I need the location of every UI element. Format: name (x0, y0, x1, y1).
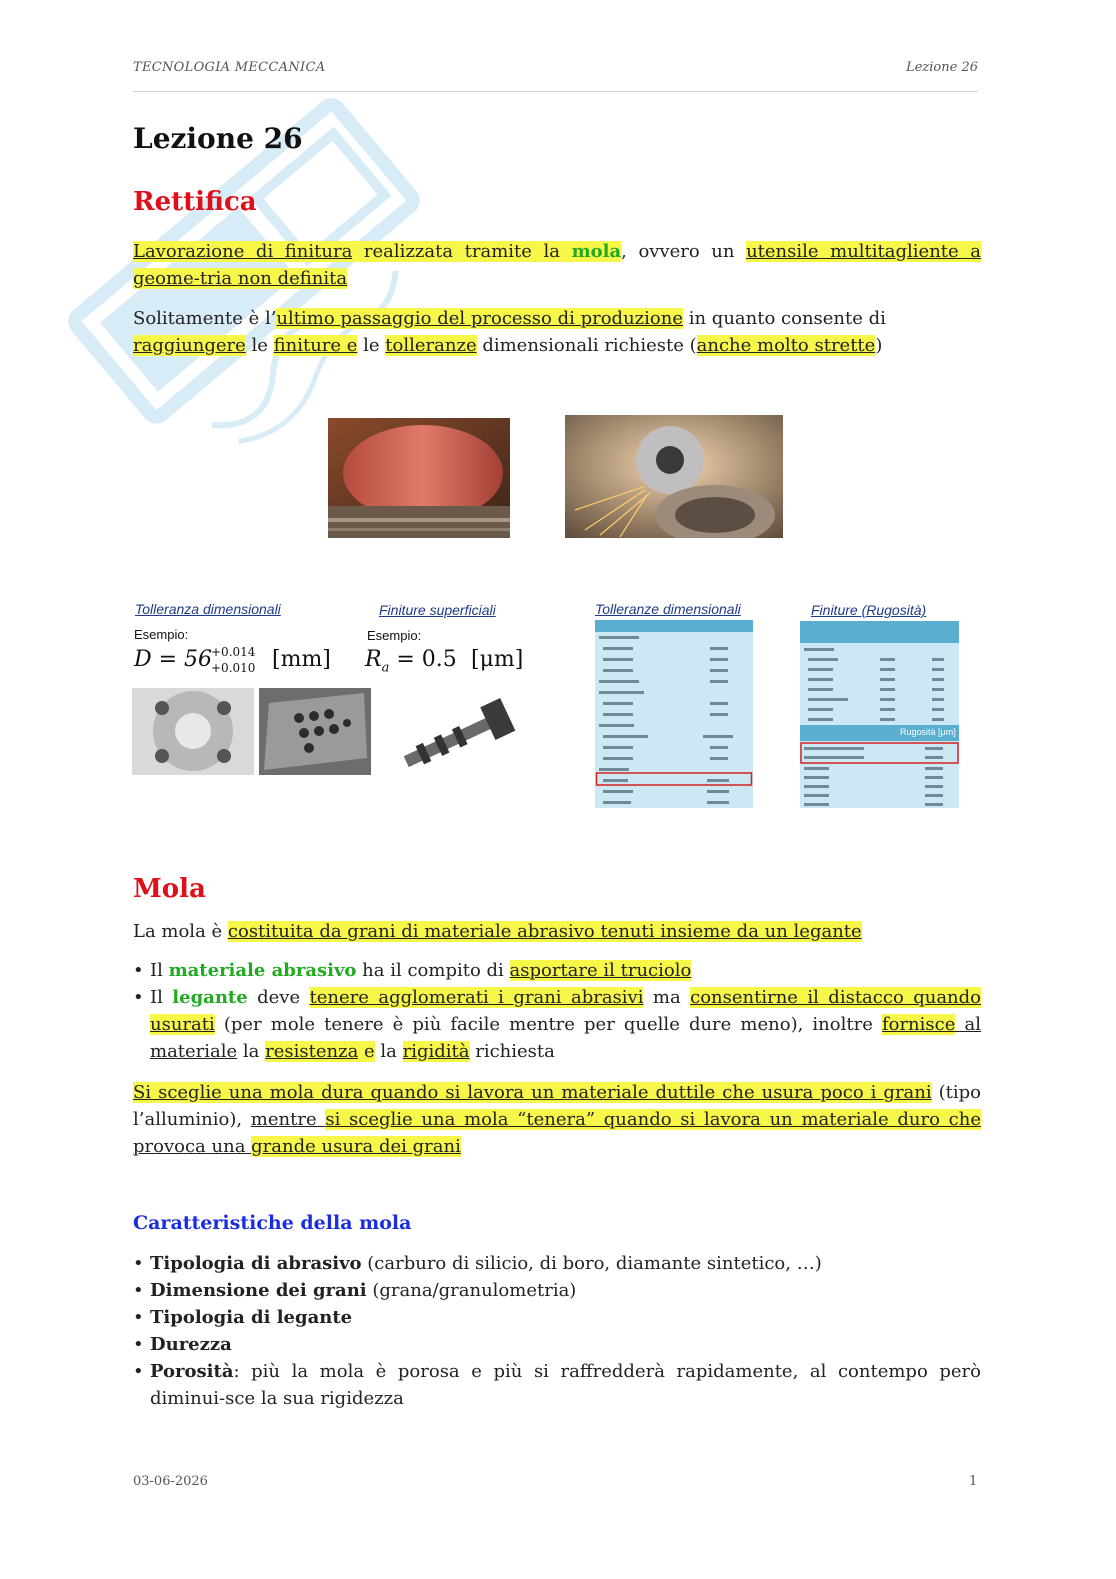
mola-bullet-list (133, 957, 981, 1065)
text-highlight: utensile multitagliente a geome-tria non definita (133, 241, 981, 289)
formula-tolerance-unit: [mm] (272, 647, 331, 672)
formula-upper-limit: +0.014 (211, 645, 256, 659)
text-run: ma (643, 987, 691, 1008)
paragraph-mola-choice (133, 1079, 981, 1160)
text-run: le (357, 335, 386, 356)
formula-roughness-unit: [μm] (471, 647, 524, 672)
item-text: : più la mola è porosa e più si raffredderà rapidamente, al contempo però diminui-sce la sua rigidezza (150, 1361, 981, 1409)
formula-roughness (365, 647, 457, 675)
list-item (133, 1250, 981, 1277)
text-run: ha il compito di (356, 960, 510, 981)
footer-date: 03-06-2026 (133, 1474, 208, 1489)
grinding-photo-1 (328, 418, 510, 538)
list-item (133, 1304, 981, 1331)
formula-tolerance-limits (211, 644, 255, 676)
text-highlight: consentirne il distacco quando usurati (150, 987, 981, 1035)
caratteristiche-list (133, 1250, 981, 1412)
text-highlight: grande usura dei grani (251, 1136, 461, 1157)
paragraph-rettifica-usage (133, 305, 981, 359)
header-lesson: Lezione 26 (906, 60, 978, 75)
list-item (133, 1277, 981, 1304)
page-title: Lezione 26 (133, 122, 303, 155)
text-highlight: anche molto strette (696, 335, 876, 356)
text-run: Il (150, 987, 173, 1008)
text-highlight: rigidità (402, 1041, 470, 1062)
text-run: richiesta (469, 1041, 555, 1062)
text-run: , ovvero un (621, 241, 747, 262)
text-highlight: e (358, 1041, 375, 1062)
list-item (133, 984, 981, 1065)
text-run: la (374, 1041, 403, 1062)
text-highlight: fornisce (881, 1014, 956, 1035)
item-text: (grana/granulometria) (366, 1280, 577, 1301)
table-roughness-subtitle: Rugosità [μm] (900, 727, 956, 737)
text-underline: mentre (250, 1109, 326, 1130)
section-heading-mola: Mola (133, 874, 206, 904)
text-highlight: asportare il truciolo (509, 960, 692, 981)
formula-roughness-subscript: a (381, 660, 390, 676)
text-green: materiale abrasivo (168, 960, 357, 981)
text-run: realizzata tramite la (352, 241, 572, 262)
list-item (133, 1358, 981, 1412)
text-run: dimensionali richieste ( (476, 335, 697, 356)
text-run: Il (150, 960, 169, 981)
text-highlight: finiture e (273, 335, 358, 356)
table-title-tolerances: Tolleranze dimensionali (595, 601, 741, 617)
list-item (133, 1331, 981, 1358)
table-title-roughness: Finiture (Rugosità) (811, 602, 927, 618)
formula-lower-limit: +0.010 (211, 661, 256, 675)
text-underline: al materiale (150, 1014, 981, 1062)
item-text: (carburo di silicio, di boro, diamante sintetico, …) (361, 1253, 822, 1274)
header-course-title: TECNOLOGIA MECCANICA (133, 60, 326, 75)
text-run: ) (875, 335, 883, 356)
text-highlight: si sceglie una mola “tenera” quando si lavora un materiale duro che (325, 1109, 981, 1130)
text-highlight: costituita da grani di materiale abrasivo tenuti insieme da un legante (227, 921, 862, 942)
text-green: mola (571, 241, 622, 262)
shaft-photo (381, 688, 533, 775)
text-highlight: ultimo passaggio del processo di produzione (276, 308, 683, 329)
section-heading-caratteristiche: Caratteristiche della mola (133, 1212, 412, 1234)
text-highlight: tolleranze (385, 335, 477, 356)
page-header (133, 60, 978, 80)
text-run: (tipo l’alluminio), (133, 1082, 981, 1130)
text-highlight: raggiungere (133, 335, 246, 356)
figure-example-label: Esempio: (367, 628, 422, 643)
figure-example-label: Esempio: (134, 627, 189, 642)
item-bold: Dimensione dei grani (150, 1280, 367, 1301)
header-divider (133, 91, 978, 92)
item-bold: Durezza (150, 1334, 232, 1355)
flange-photo (132, 688, 254, 775)
table-tolerances-image (595, 620, 753, 808)
footer-page-number: 1 (969, 1474, 978, 1489)
text-highlight: Si sceglie una mola dura quando si lavora un materiale duttile che usura poco i grani (133, 1082, 932, 1103)
section-heading-rettifica: Rettifica (133, 187, 257, 217)
text-run: Solitamente è l’ (133, 308, 277, 329)
formula-tolerance (134, 647, 212, 672)
text-run: La mola è (133, 921, 228, 942)
formula-tolerance-lhs: D = 56 (134, 647, 213, 672)
text-run: le (245, 335, 274, 356)
paragraph-mola-intro (133, 918, 981, 945)
plate-photo (259, 688, 371, 775)
text-run: deve (247, 987, 310, 1008)
text-run: (per mole tenere è più facile mentre per quelle dure meno), inoltre (214, 1014, 882, 1035)
grinding-photo-2 (565, 415, 783, 538)
list-item (133, 957, 981, 984)
item-bold: Tipologia di abrasivo (150, 1253, 362, 1274)
text-underline: provoca una (133, 1136, 252, 1157)
text-highlight: tenere agglomerati i grani abrasivi (309, 987, 644, 1008)
table-roughness-image (800, 621, 959, 808)
text-highlight: resistenza (265, 1041, 359, 1062)
text-highlight: Lavorazione di finitura (133, 241, 353, 262)
item-bold: Porosità (150, 1361, 234, 1382)
item-bold: Tipologia di legante (150, 1307, 353, 1328)
text-green: legante (172, 987, 248, 1008)
formula-roughness-symbol: R (365, 647, 382, 672)
text-run: in quanto consente di (683, 308, 886, 329)
formula-roughness-value: = 0.5 (389, 647, 457, 672)
text-run: la (237, 1041, 266, 1062)
figure-label-tolerance: Tolleranza dimensionali (135, 601, 281, 617)
figure-label-finish: Finiture superficiali (379, 602, 496, 618)
paragraph-rettifica-definition (133, 238, 981, 292)
